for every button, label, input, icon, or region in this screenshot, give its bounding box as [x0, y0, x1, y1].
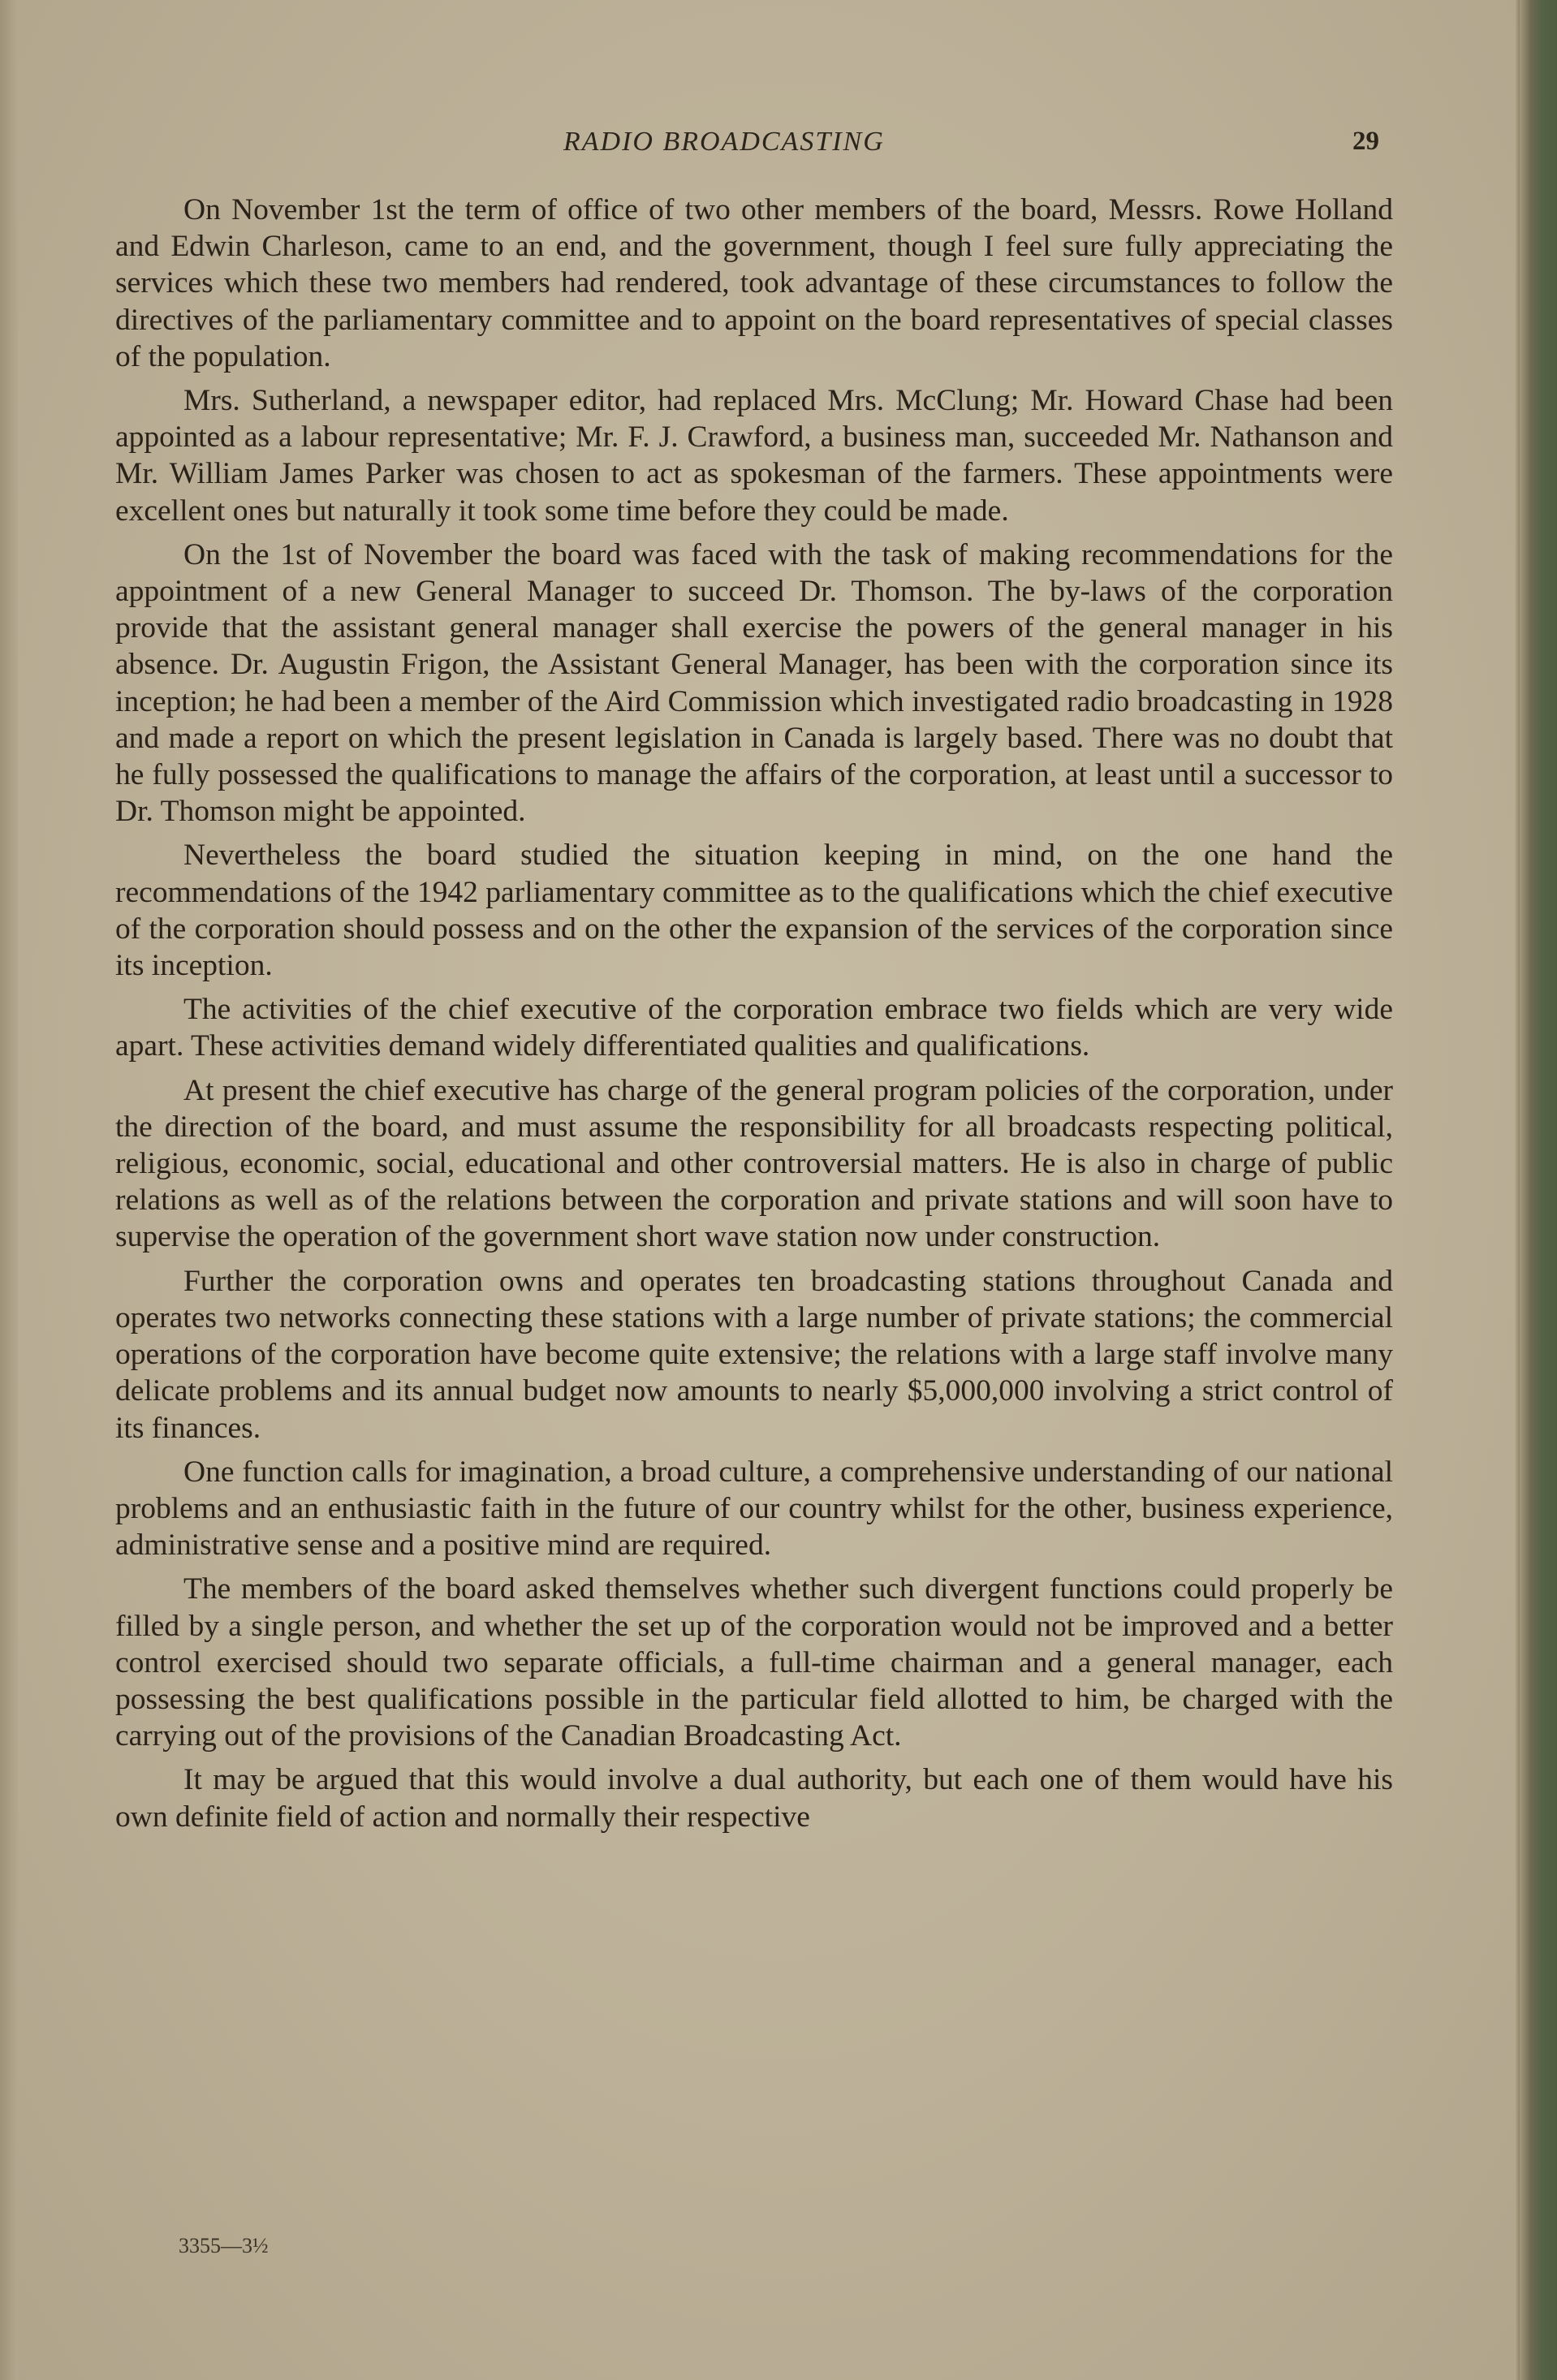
page-number: 29	[1352, 127, 1379, 156]
paragraph: Further the corporation owns and operates ten broadcasting stations throughout Canada and operates two networks connecting these stations with a large number of private stations; the commercial operations of the corporation have become quite extensive; the relations with a large staff involve many delicate problems and its annual budget now amounts to nearly $5,000,000 involving a strict control of its finances.	[115, 1264, 1393, 1445]
paragraph: The members of the board asked themselves whether such divergent functions could properly be filled by a single person, and whether the set up of the corporation would not be improved and a better control exercised should two separate officials, a full-time chairman and a general manager, each possessing the best qualifications possible in the particular field allotted to him, be charged with the carrying out of the provisions of the Canadian Broadcasting Act.	[115, 1572, 1393, 1753]
running-header	[0, 127, 1557, 167]
body-text	[115, 192, 1393, 1843]
book-spine	[1520, 0, 1557, 2380]
page-left-edge	[0, 0, 18, 2380]
paragraph: Mrs. Sutherland, a newspaper editor, had replaced Mrs. McClung; Mr. Howard Chase had been appointed as a labour representative; Mr. F. J. Crawford, a business man, succeeded Mr. Nathanson and Mr. William James Parker was chosen to act as spokesman of the farmers. These appointments were excellent ones but naturally it took some time before they could be made.	[115, 384, 1393, 528]
running-title: RADIO BROADCASTING	[563, 127, 885, 157]
paragraph: Nevertheless the board studied the situation keeping in mind, on the one hand the recommendations of the 1942 parliamentary committee as to the qualifications which the chief executive of the corporation should possess and on the other the expansion of the services of the corporation since its inception.	[115, 839, 1393, 983]
paragraph: One function calls for imagination, a broad culture, a comprehensive understanding of our national problems and an enthusiastic faith in the future of our country whilst for the other, business experience, administrative sense and a positive mind are required.	[115, 1455, 1393, 1563]
paragraph: It may be argued that this would involve a dual authority, but each one of them would have his own definite field of action and normally their respective	[115, 1763, 1393, 1834]
paragraph: On November 1st the term of office of two other members of the board, Messrs. Rowe Holland and Edwin Charleson, came to an end, and the government, though I feel sure fully appreciating the services which these two members had rendered, took advantage of these circumstances to follow the directives of the parliamentary committee and to appoint on the board representatives of special classes of the population.	[115, 193, 1393, 373]
paragraph: At present the chief executive has charge of the general program policies of the corporation, under the direction of the board, and must assume the responsibility for all broadcasts respecting political, religious, economic, social, educational and other controversial matters. He is also in charge of public relations as well as of the relations between the corporation and private stations and will soon have to supervise the operation of the government short wave station now under construction.	[115, 1073, 1393, 1254]
paragraph: The activities of the chief executive of the corporation embrace two fields which are very wide apart. These activities demand widely differentiated qualities and qualifications.	[115, 993, 1393, 1063]
printer-signature: 3355—3½	[179, 2234, 269, 2257]
paragraph: On the 1st of November the board was faced with the task of making recommendations for the appointment of a new General Manager to succeed Dr. Thomson. The by-laws of the corporation provide that the assistant general manager shall exercise the powers of the general manager in his absence. Dr. Augustin Frigon, the Assistant General Manager, has been with the corporation since its inception; he had been a member of the Aird Commission which investigated radio broadcasting in 1928 and made a report on which the present legislation in Canada is largely based. There was no doubt that he fully possessed the qualifications to manage the affairs of the corporation, at least until a successor to Dr. Thomson might be appointed.	[115, 537, 1393, 829]
